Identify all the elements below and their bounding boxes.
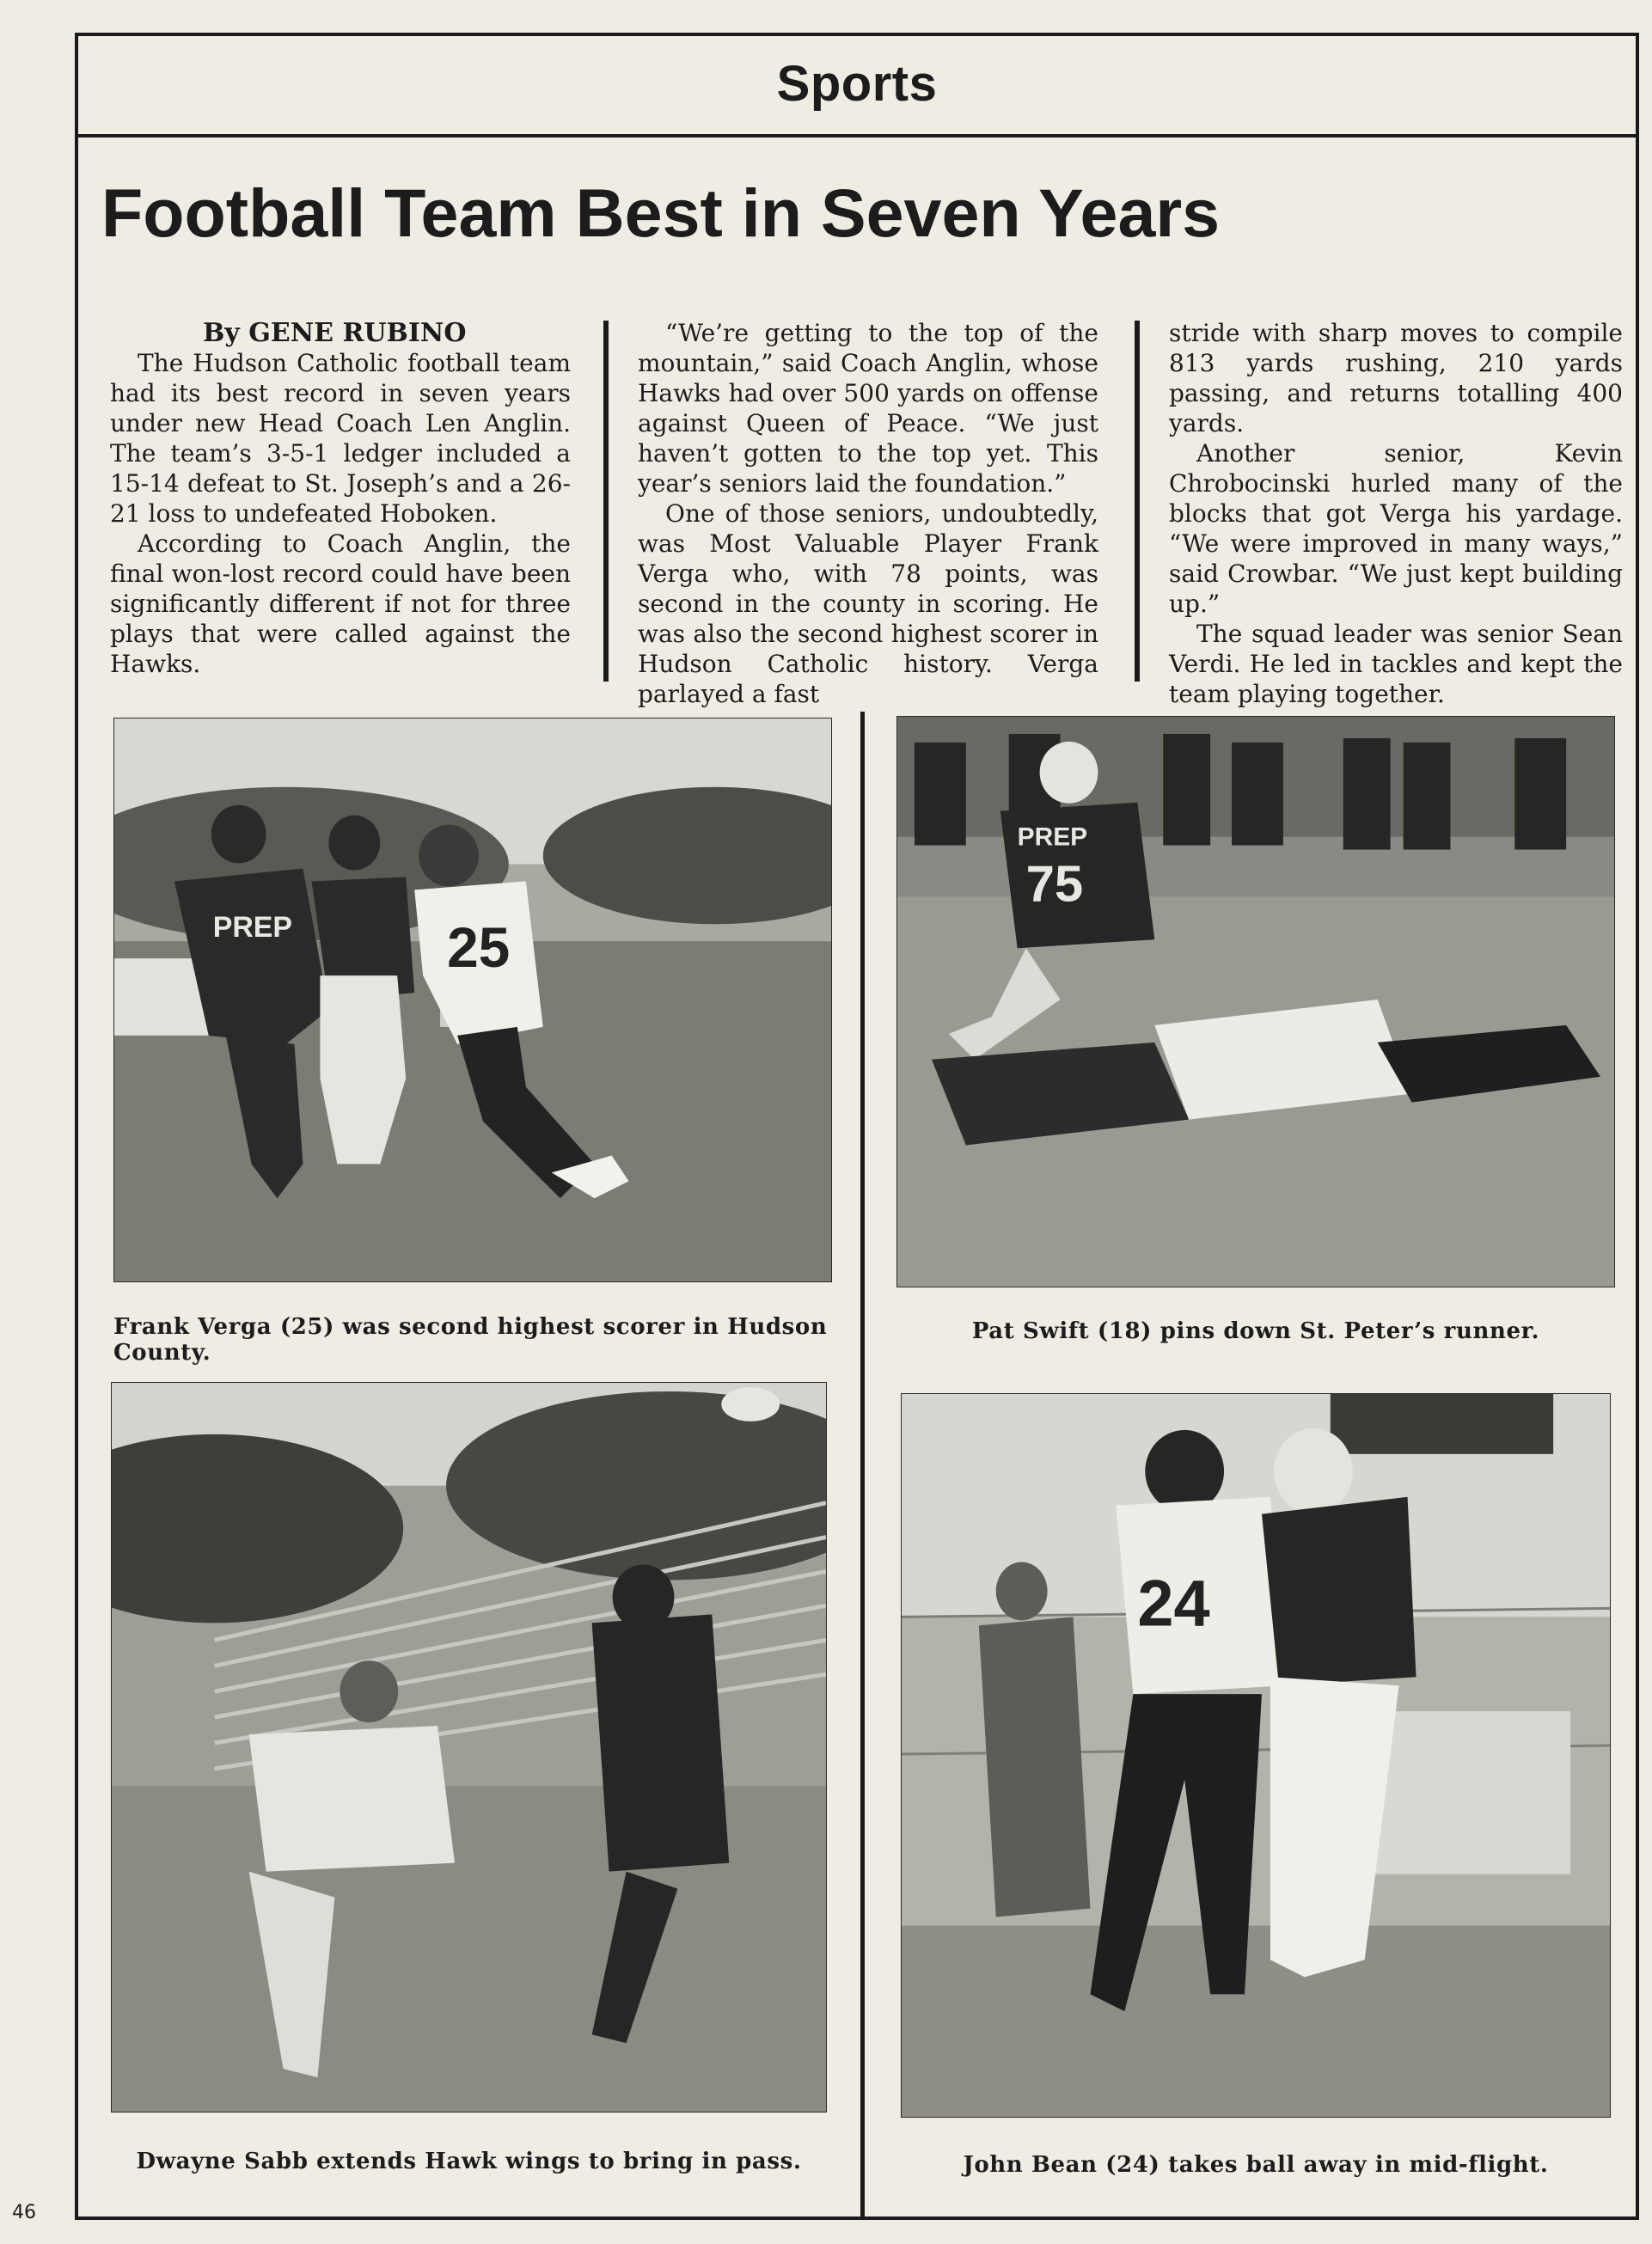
byline: By GENE RUBINO xyxy=(203,318,467,348)
paragraph: “We’re getting to the top of the mountain,” said Coach Anglin, whose Hawks had over 500 yards on offense against Queen of Peace. “We just haven’t gotten to the top yet. This year’s seniors laid the foundation.” xyxy=(638,319,1098,498)
photo-caption-2: Pat Swift (18) pins down St. Peter’s runner. xyxy=(971,1318,1540,1344)
photo-divider xyxy=(860,712,865,2218)
paragraph: According to Coach Anglin, the final won-lost record could have been significantly different if not for three plays that were called against the Hawks. xyxy=(110,529,571,678)
paragraph: The squad leader was senior Sean Verdi. He led in tackles and kept the team playing together. xyxy=(1169,620,1623,708)
section-title: Sports xyxy=(776,55,938,112)
photo-bean-interception-illustration xyxy=(902,1394,1610,2117)
photo-caption-3: Dwayne Sabb extends Hawk wings to bring in pass. xyxy=(136,2149,802,2174)
section-header xyxy=(75,33,1639,138)
paragraph: The Hudson Catholic football team had its best record in seven years under new Head Coach Len Anglin. The team’s 3-5-1 ledger included a 15-14 defeat to St. Joseph’s and a 26-21 loss to undefeated Hoboken. xyxy=(110,349,571,528)
photo-verga-run xyxy=(113,718,832,1282)
photo-swift-tackle-illustration xyxy=(897,717,1614,1287)
photo-swift-tackle xyxy=(896,716,1615,1287)
jersey-number-text: 24 xyxy=(1137,1567,1210,1641)
photo-bean-interception xyxy=(901,1393,1611,2118)
paragraph: Another senior, Kevin Chrobocinski hurled many of the blocks that got Verga his yardage. “We were improved in many ways,” said Crowbar. “We just kept building up.” xyxy=(1169,439,1623,618)
photo-sabb-catch xyxy=(111,1382,827,2113)
article-column-3 xyxy=(1169,318,1623,709)
headline: Football Team Best in Seven Years xyxy=(101,174,1221,251)
jersey-prep-text: PREP xyxy=(212,911,293,945)
jersey-prep-text: PREP xyxy=(1017,822,1088,852)
article-column-1 xyxy=(110,318,571,679)
jersey-number-text: 25 xyxy=(447,915,511,980)
photo-sabb-catch-illustration xyxy=(112,1383,826,2112)
article-column-2 xyxy=(638,318,1098,709)
photo-caption-4: John Bean (24) takes ball away in mid-flight. xyxy=(963,2152,1549,2178)
paragraph: stride with sharp moves to compile 813 yards rushing, 210 yards passing, and returns totalling 400 yards. xyxy=(1169,319,1623,437)
column-rule xyxy=(603,321,609,682)
jersey-number-text: 75 xyxy=(1025,854,1084,913)
photo-verga-run-illustration xyxy=(114,718,831,1281)
column-rule xyxy=(1135,321,1140,682)
photo-caption-1: Frank Verga (25) was second highest scorer in Hudson County. xyxy=(113,1314,828,1366)
page-number: 46 xyxy=(12,2202,36,2223)
paragraph: One of those seniors, undoubtedly, was Most Valuable Player Frank Verga who, with 78 points, was second in the county in scoring. He was also the second highest scorer in Hudson Catholic history. Verga parlayed a fast xyxy=(638,499,1098,708)
